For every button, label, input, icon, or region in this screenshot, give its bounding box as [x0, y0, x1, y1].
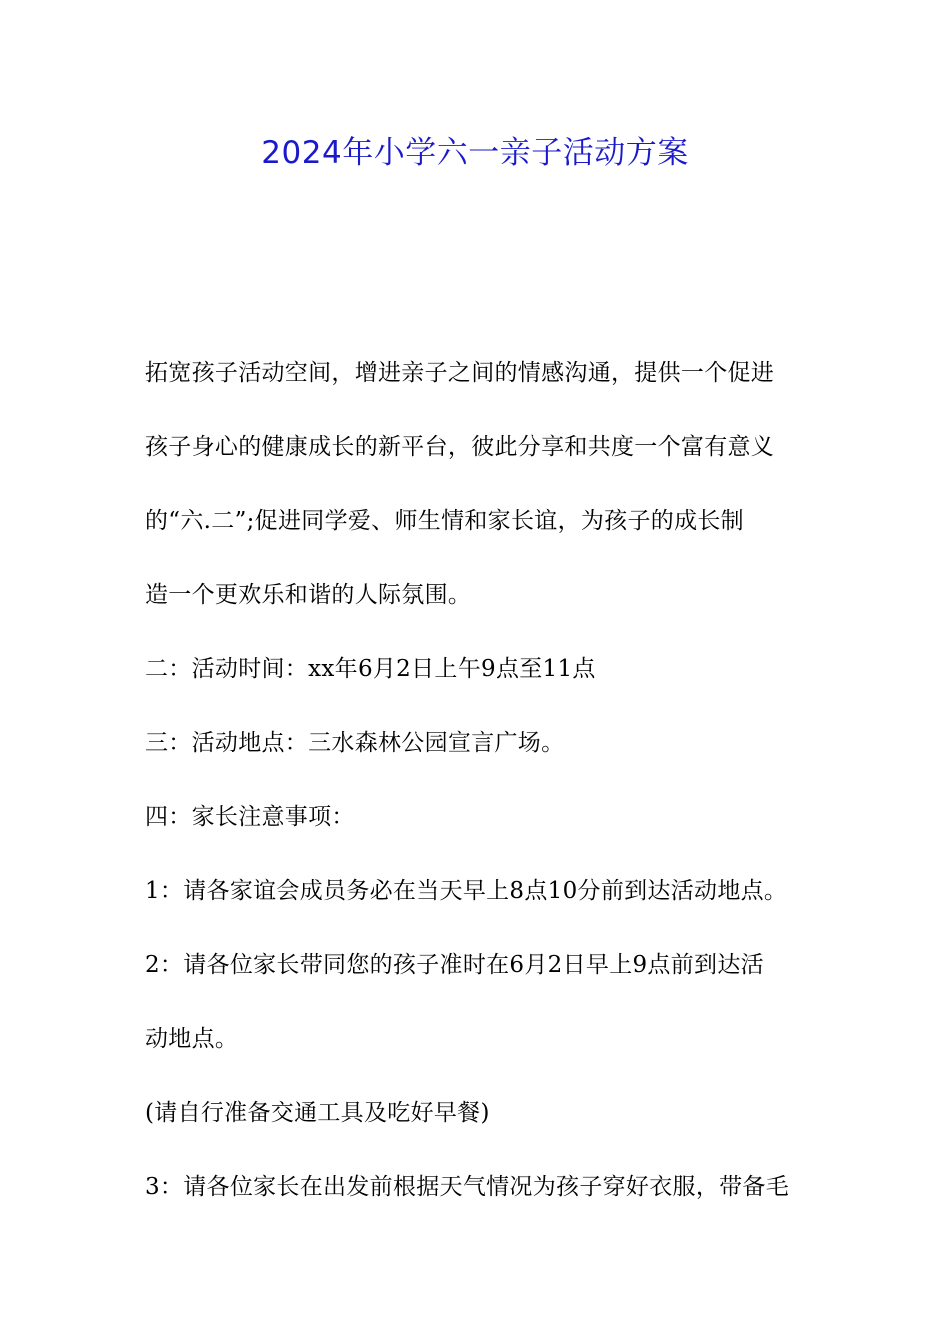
body-line: 拓宽孩子活动空间，增进亲子之间的情感沟通，提供一个促进 — [145, 360, 775, 386]
note-remark: (请自行准备交通工具及吃好早餐) — [145, 1100, 490, 1126]
activity-time-line: 二：活动时间：xx年6月2日上午9点至11点 — [145, 656, 596, 682]
document-title: 2024年小学六一亲子活动方案 — [261, 135, 689, 171]
note-item-1: 1：请各家谊会成员务必在当天早上8点10分前到达活动地点。 — [145, 878, 788, 904]
body-line: 造一个更欢乐和谐的人际氛围。 — [145, 582, 472, 608]
note-item-2-cont: 动地点。 — [145, 1026, 239, 1052]
body-line: 孩子身心的健康成长的新平台，彼此分享和共度一个富有意义 — [145, 434, 775, 460]
note-item-2: 2：请各位家长带同您的孩子准时在6月2日早上9点前到达活 — [145, 952, 764, 978]
document-body — [145, 336, 807, 1224]
parent-notes-heading: 四：家长注意事项： — [145, 804, 355, 830]
note-item-3: 3：请各位家长在出发前根据天气情况为孩子穿好衣服，带备毛 — [145, 1174, 790, 1200]
body-line: 的“六.二”;促进同学爱、师生情和家长谊，为孩子的成长制 — [145, 508, 744, 534]
activity-location-line: 三：活动地点：三水森林公园宣言广场。 — [145, 730, 565, 756]
